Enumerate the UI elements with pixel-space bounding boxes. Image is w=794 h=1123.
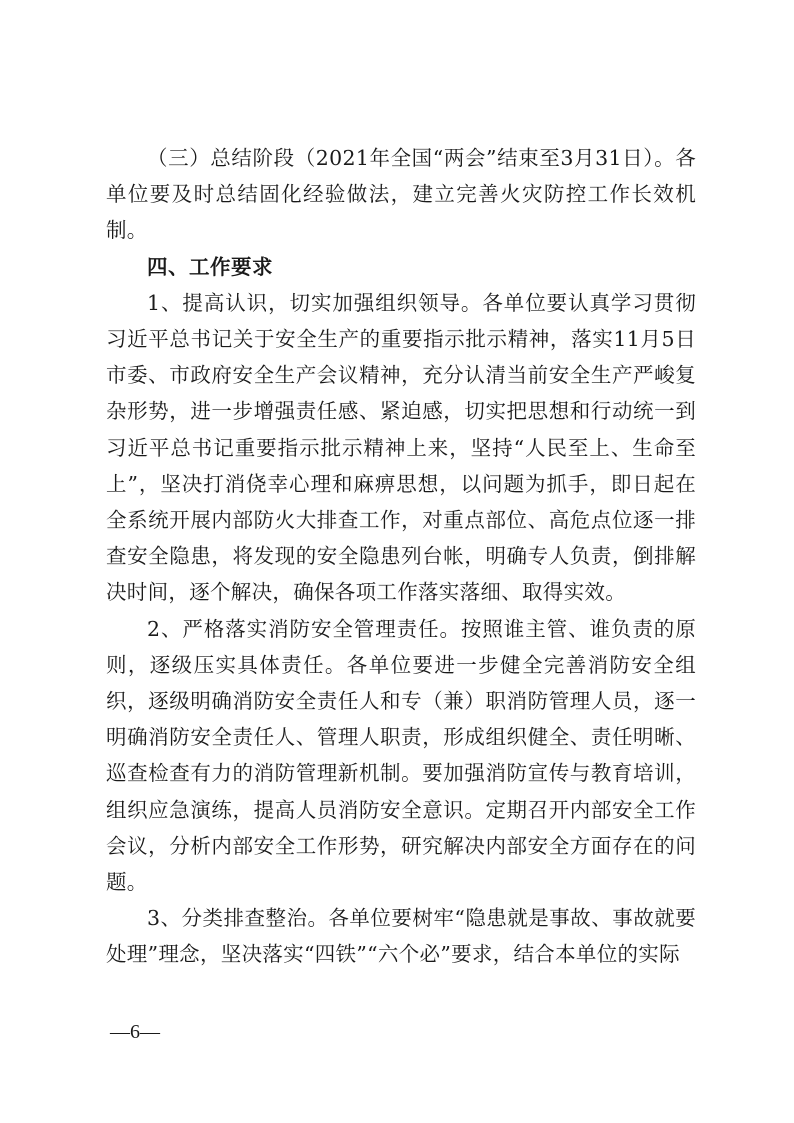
paragraph-requirement-3: 3、分类排查整治。各单位要树牢“隐患就是事故、事故就要处理”理念，坚决落实“四铁”“六个必”要求，结合本单位的实际: [106, 906, 696, 967]
document-body: [106, 140, 696, 973]
paragraph-requirement-2: 2、严格落实消防安全管理责任。按照谁主管、谁负责的原则，逐级压实具体责任。各单位要进一步健全完善消防安全组织，逐级明确消防安全责任人和专（兼）职消防管理人员，逐一明确消防安全责任人、管理人职责，形成组织健全、责任明晰、巡查检查有力的消防管理新机制。要加强消防宣传与教育培训，组织应急演练，提高人员消防安全意识。定期召开内部安全工作会议，分析内部安全工作形势，研究解决内部安全方面存在的问题。: [106, 616, 696, 895]
paragraph-requirement-1: 1、提高认识，切实加强组织领导。各单位要认真学习贯彻习近平总书记关于安全生产的重要指示批示精神，落实11月5日市委、市政府安全生产会议精神，充分认清当前安全生产严峻复杂形势，进一步增强责任感、紧迫感，切实把思想和行动统一到习近平总书记重要指示批示精神上来，坚持“人民至上、生命至上”，坚决打消侥幸心理和麻痹思想，以问题为抓手，即日起在全系统开展内部防火大排查工作，对重点部位、高危点位逐一排查安全隐患，将发现的安全隐患列台帐，明确专人负责，倒排解决时间，逐个解决，确保各项工作落实落细、取得实效。: [106, 290, 696, 605]
page-number: —6—: [110, 1021, 160, 1043]
paragraph-summary-stage: （三）总结阶段（2021年全国“两会”结束至3月31日）。各单位要及时总结固化经验做法，建立完善火灾防控工作长效机制。: [106, 146, 696, 243]
section-heading-work-requirements: 四、工作要求: [147, 254, 273, 279]
